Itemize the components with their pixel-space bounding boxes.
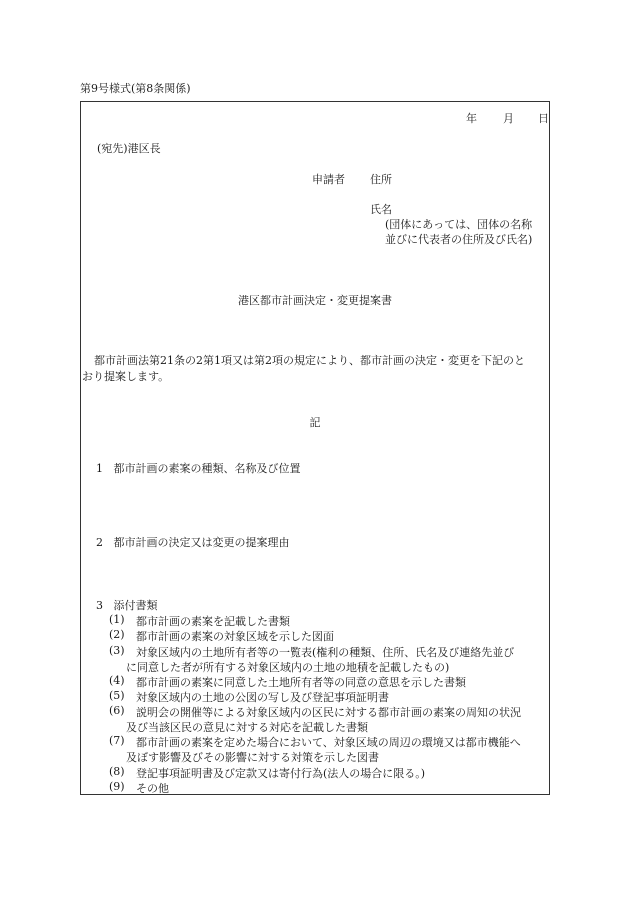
section-3-number: 3	[96, 599, 103, 612]
section-2	[96, 534, 290, 550]
attachment-9-number: (9)	[109, 780, 125, 793]
attachment-7-number: (7)	[109, 734, 125, 747]
date-day-label: 日	[538, 112, 549, 125]
section-1	[96, 460, 301, 476]
attachment-5-text: 対象区域内の土地の公図の写し及び登記事項証明書	[136, 691, 389, 704]
address-label: 住所	[370, 173, 392, 186]
intro-line1: 都市計画法第21条の2第1項又は第2項の規定により、都市計画の決定・変更を下記のと	[94, 354, 525, 367]
attachment-2-text: 都市計画の素案の対象区域を示した図面	[136, 630, 334, 643]
document-title: 港区都市計画決定・変更提案書	[238, 294, 392, 307]
attachment-1-text: 都市計画の素案を記載した書類	[136, 615, 290, 628]
applicant-label: 申請者	[312, 173, 345, 186]
attachment-8-number: (8)	[109, 765, 125, 778]
attachment-3-text-line1: 対象区域内の土地所有者等の一覧表(権利の種類、住所、氏名及び連絡先並び	[136, 646, 515, 659]
section-3-text: 添付書類	[113, 599, 158, 612]
attachment-6-text-line2: 及び当該区民の意見に対する対応を記載した書類	[126, 721, 368, 734]
attachment-9-text: その他	[136, 782, 169, 795]
name-label: 氏名	[370, 203, 392, 216]
section-2-number: 2	[96, 536, 103, 549]
attachment-3-number: (3)	[109, 644, 125, 657]
attachment-4-text: 都市計画の素案に同意した土地所有者等の同意の意思を示した書類	[136, 676, 466, 689]
intro-line2: おり提案します。	[82, 370, 170, 383]
section-3	[96, 597, 158, 613]
attachment-3-text-line2: に同意した者が所有する対象区域内の土地の地積を記載したもの)	[126, 661, 450, 674]
form-number: 第9号様式(第8条関係)	[80, 82, 191, 95]
attachment-5-number: (5)	[109, 689, 125, 702]
attachment-6-number: (6)	[109, 704, 125, 717]
name-note-line2: 並びに代表者の住所及び氏名)	[385, 233, 533, 246]
attachment-6-text-line1: 説明会の開催等による対象区域内の区民に対する都市計画の素案の周知の状況	[136, 706, 521, 719]
attachment-1-number: (1)	[109, 613, 125, 626]
date-month-label: 月	[503, 112, 514, 125]
date-year-label: 年	[466, 112, 477, 125]
attachment-2-number: (2)	[109, 628, 125, 641]
name-note-line1: (団体にあっては、団体の名称	[385, 218, 533, 231]
section-1-number: 1	[96, 462, 103, 475]
section-2-text: 都市計画の決定又は変更の提案理由	[113, 536, 290, 549]
addressee: (宛先)港区長	[97, 142, 161, 155]
attachment-8-text: 登記事項証明書及び定款又は寄付行為(法人の場合に限る。)	[136, 767, 426, 780]
section-1-text: 都市計画の素案の種類、名称及び位置	[113, 462, 301, 475]
ki-heading: 記	[309, 416, 321, 429]
attachment-7-text-line1: 都市計画の素案を定めた場合において、対象区域の周辺の環境又は都市機能へ	[136, 736, 521, 749]
attachment-7-text-line2: 及ぼす影響及びその影響に対する対策を示した図書	[126, 751, 379, 764]
attachment-4-number: (4)	[109, 674, 125, 687]
